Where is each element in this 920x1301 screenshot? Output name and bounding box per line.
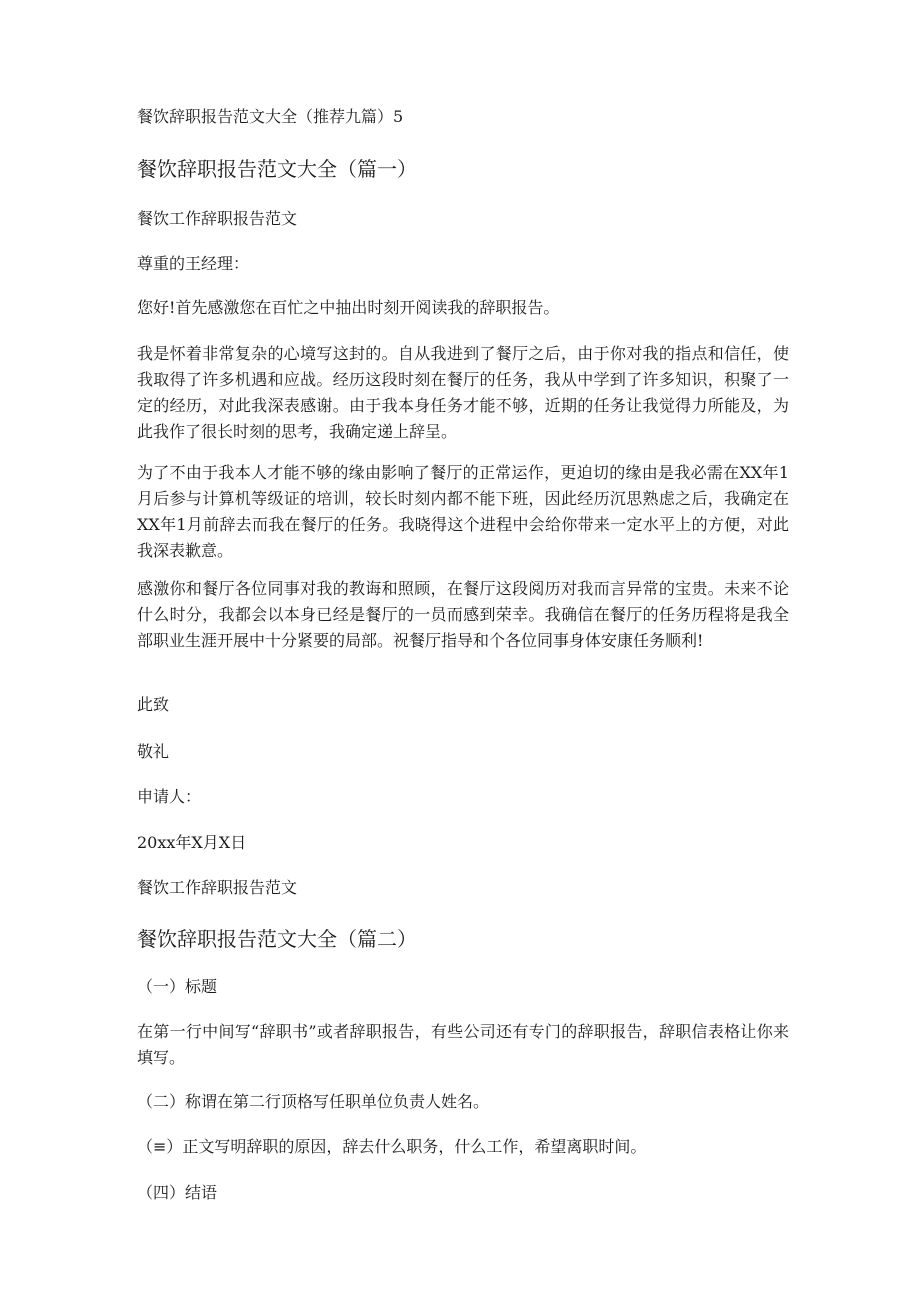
document-title: 餐饮辞职报告范文大全（推荐九篇）5	[137, 107, 404, 126]
paragraph-body-2: 为了不由于我本人才能不够的缘由影响了餐厅的正常运作，更迫切的缘由是我必需在XX年1月后参与计算机等级证的培训，较长时刻内都不能下班，因此经历沉思熟虑之后，我确定在XX年1月前辞去而我在餐厅的任务。我晓得这个进程中会给你带来一定水平上的方便，对此我深表歉意。	[137, 463, 789, 560]
list-item: （≡）正文写明辞职的原因，辞去什么职务，什么工作，希望离职时间。	[137, 1137, 647, 1156]
list-item: （四）结语	[137, 1183, 218, 1202]
section-heading-1: 餐饮辞职报告范文大全（篇一）	[137, 157, 417, 181]
paragraph-body-1: 我是怀着非常复杂的心境写这封的。自从我进到了餐厅之后，由于你对我的指点和信任，使我取得了许多机遇和应战。经历这段时刻在餐厅的任务，我从中学到了许多知识，积聚了一定的经历，对此我深表感谢。由于我本身任务才能不够，近期的任务让我觉得力所能及，为此我作了很长时刻的思考，我确定递上辞呈。	[137, 344, 789, 441]
section-subtitle: 餐饮工作辞职报告范文	[137, 209, 298, 228]
salutation: 尊重的王经理：	[137, 254, 250, 273]
list-item: （一）标题	[137, 977, 218, 996]
applicant-label: 申请人：	[137, 787, 202, 806]
closing-line-2: 敬礼	[137, 742, 170, 761]
section-heading-2: 餐饮辞职报告范文大全（篇二）	[137, 927, 417, 951]
list-item: 在第一行中间写“辞职书”或者辞职报告，有些公司还有专门的辞职报告，辞职信表格让你来填写。	[137, 1022, 789, 1067]
paragraph-body-3: 感激你和餐厅各位同事对我的教诲和照顾，在餐厅这段阅历对我而言异常的宝贵。未来不论什么时分，我都会以本身已经是餐厅的一员而感到荣幸。我确信在餐厅的任务历程将是我全部职业生涯开展中十分紧要的局部。祝餐厅指导和个各位同事身体安康任务顺利!	[137, 579, 789, 650]
section-footer: 餐饮工作辞职报告范文	[137, 878, 298, 897]
date-line: 20xx年X月X日	[137, 833, 247, 852]
paragraph-greeting: 您好!首先感激您在百忙之中抽出时刻开阅读我的辞职报告。	[137, 298, 560, 317]
list-item: （二）称谓在第二行顶格写任职单位负责人姓名。	[137, 1092, 490, 1111]
closing-line-1: 此致	[137, 695, 170, 714]
